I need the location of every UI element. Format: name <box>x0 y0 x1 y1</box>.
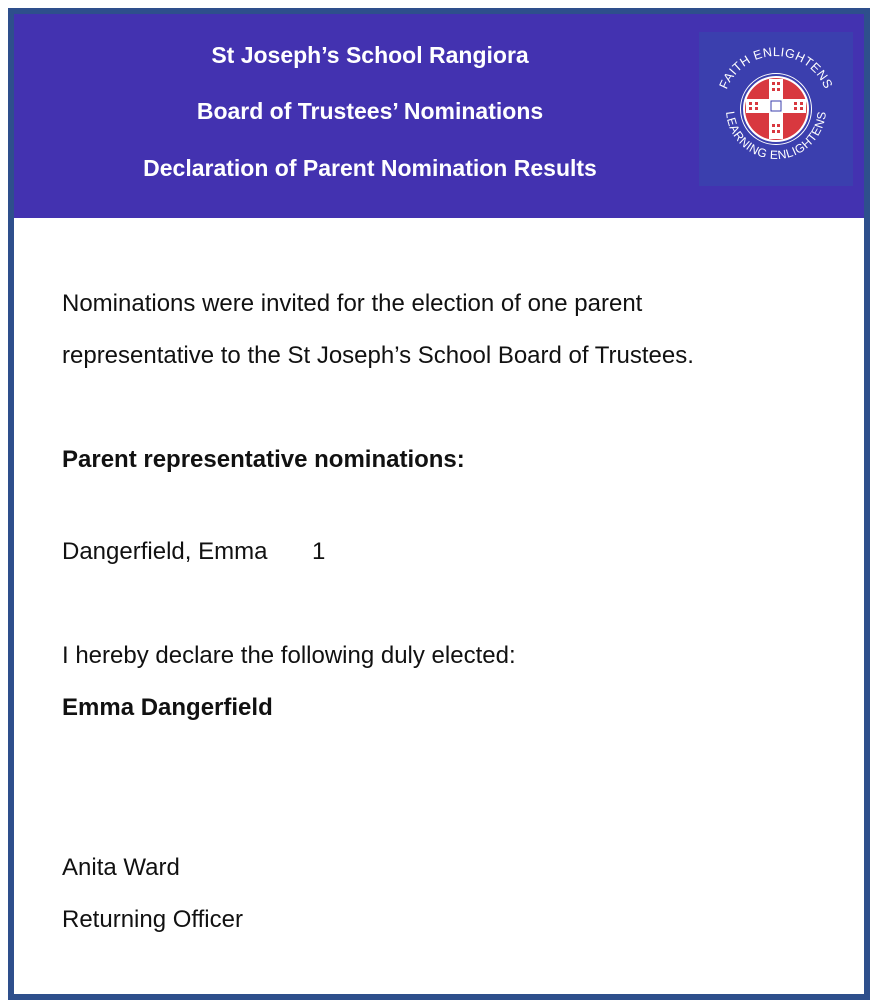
declaration-text: I hereby declare the following duly elected: <box>62 642 516 669</box>
cross-emblem-icon <box>699 32 853 186</box>
notice-frame <box>8 8 870 1000</box>
officer-title: Returning Officer <box>62 906 243 933</box>
officer-name: Anita Ward <box>62 854 180 881</box>
nominee-name: Dangerfield, Emma <box>62 538 268 565</box>
nominations-heading: Parent representative nominations: <box>62 446 465 473</box>
nomination-row <box>62 538 326 566</box>
logo-motto-top: FAITH ENLIGHTENS <box>716 44 836 92</box>
intro-line-2: representative to the St Joseph’s School Board of Trustees. <box>62 342 694 369</box>
elected-name: Emma Dangerfield <box>62 694 273 721</box>
declaration-title: Declaration of Parent Nomination Results <box>143 155 597 181</box>
intro-line-1: Nominations were invited for the election of one parent <box>62 290 643 317</box>
school-logo <box>699 32 853 186</box>
board-title: Board of Trustees’ Nominations <box>196 98 544 124</box>
header-banner <box>14 14 864 218</box>
notice-body <box>14 218 864 994</box>
nomination-count: 1 <box>312 538 326 565</box>
logo-motto-bottom: LEARNING ENLIGHTENS <box>722 110 830 163</box>
school-name: St Joseph’s School Rangiora <box>211 42 529 68</box>
